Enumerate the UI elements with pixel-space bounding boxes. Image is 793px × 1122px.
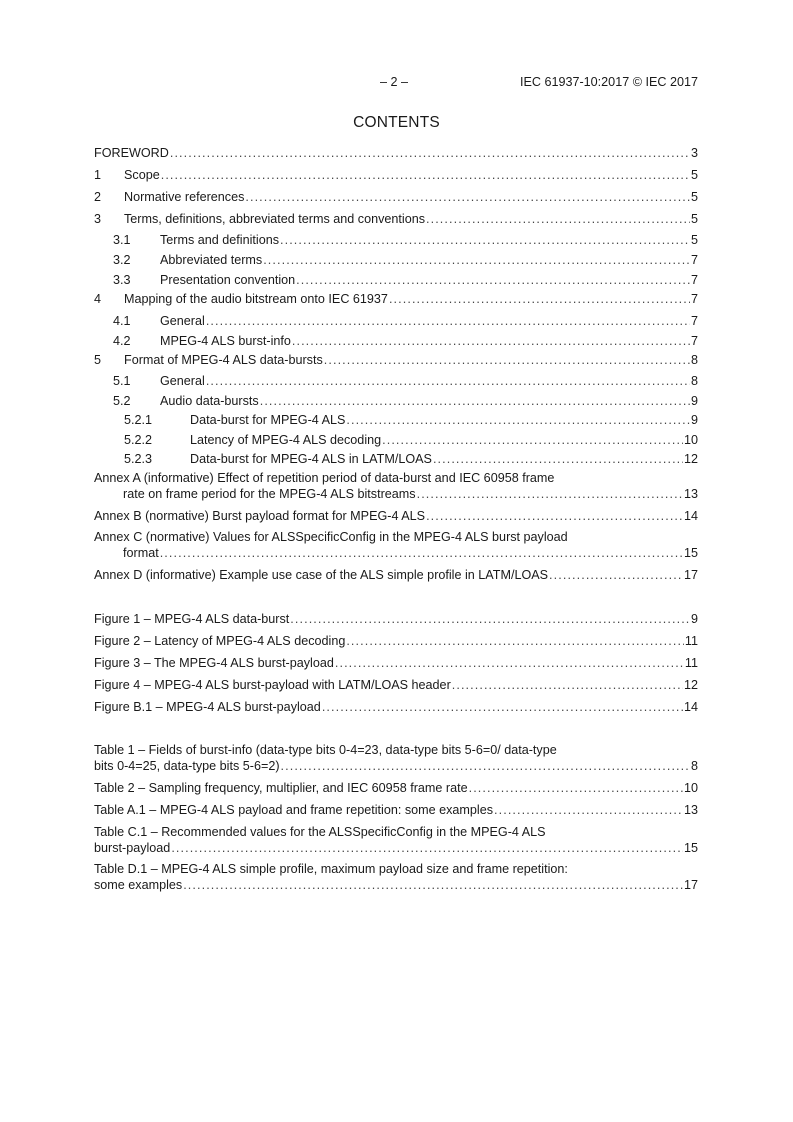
toc-entry-3-2[interactable]: 3.2 Abbreviated terms ..... 7 [94, 252, 698, 268]
toc-entry-table-2[interactable]: Table 2 – Sampling frequency, multiplier, and IEC 60958 frame rate ..... 10 [94, 780, 698, 796]
toc-entry-4-2[interactable]: 4.2 MPEG-4 ALS burst-info ..... 7 [94, 333, 698, 349]
toc-entry-annex-c[interactable]: format ..... 15 [94, 545, 698, 561]
toc-entry-5-2-3[interactable]: 5.2.3 Data-burst for MPEG-4 ALS in LATM/LOAS ..... 12 [94, 451, 698, 467]
toc-entry-foreword[interactable]: FOREWORD ..... 3 [94, 145, 698, 161]
toc-entry-annex-b[interactable]: Annex B (normative) Burst payload format for MPEG-4 ALS ..... 14 [94, 508, 698, 524]
annex-c-line1: Annex C (normative) Values for ALSSpecificConfig in the MPEG-4 ALS burst payload [94, 530, 568, 544]
toc-entry-figure-2[interactable]: Figure 2 – Latency of MPEG-4 ALS decoding ..... 11 [94, 633, 698, 649]
toc-entry-3-3[interactable]: 3.3 Presentation convention ..... 7 [94, 272, 698, 288]
toc-entry-5-1[interactable]: 5.1 General ..... 8 [94, 373, 698, 389]
toc-entry-3-1[interactable]: 3.1 Terms and definitions ..... 5 [94, 232, 698, 248]
table-d1-line1: Table D.1 – MPEG-4 ALS simple profile, maximum payload size and frame repetition: [94, 862, 568, 876]
toc-entry-annex-d[interactable]: Annex D (informative) Example use case of the ALS simple profile in LATM/LOAS ..... 17 [94, 567, 698, 583]
toc-entry-table-c1[interactable]: burst-payload ..... 15 [94, 840, 698, 856]
toc-entry-1[interactable]: 1 Scope ..... 5 [94, 167, 698, 183]
toc-entry-annex-a[interactable]: rate on frame period for the MPEG-4 ALS bitstreams ..... 13 [94, 486, 698, 502]
contents-title: CONTENTS [353, 114, 440, 131]
toc-entry-5[interactable]: 5 Format of MPEG-4 ALS data-bursts ..... 8 [94, 352, 698, 368]
page-number: – 2 – [380, 75, 409, 89]
annex-a-line1: Annex A (informative) Effect of repetition period of data-burst and IEC 60958 frame [94, 471, 555, 485]
toc-entry-table-1[interactable]: bits 0-4=25, data-type bits 5-6=2) ..... 8 [94, 758, 698, 774]
table-c1-line1: Table C.1 – Recommended values for the ALSSpecificConfig in the MPEG-4 ALS [94, 825, 546, 839]
toc-entry-4-1[interactable]: 4.1 General ..... 7 [94, 313, 698, 329]
toc-entry-4[interactable]: 4 Mapping of the audio bitstream onto IEC 61937 ..... 7 [94, 291, 698, 307]
toc-entry-figure-1[interactable]: Figure 1 – MPEG-4 ALS data-burst ..... 9 [94, 611, 698, 627]
toc-entry-5-2-1[interactable]: 5.2.1 Data-burst for MPEG-4 ALS ..... 9 [94, 412, 698, 428]
toc-entry-table-d1[interactable]: some examples ..... 17 [94, 877, 698, 893]
toc-entry-5-2-2[interactable]: 5.2.2 Latency of MPEG-4 ALS decoding ..... 10 [94, 432, 698, 448]
toc-entry-figure-4[interactable]: Figure 4 – MPEG-4 ALS burst-payload with LATM/LOAS header ..... 12 [94, 677, 698, 693]
toc-entry-5-2[interactable]: 5.2 Audio data-bursts ..... 9 [94, 393, 698, 409]
document-id: IEC 61937-10:2017 © IEC 2017 [519, 75, 698, 89]
toc-entry-figure-b1[interactable]: Figure B.1 – MPEG-4 ALS burst-payload ..... 14 [94, 699, 698, 715]
toc-entry-figure-3[interactable]: Figure 3 – The MPEG-4 ALS burst-payload ..... 11 [94, 655, 698, 671]
toc-entry-3[interactable]: 3 Terms, definitions, abbreviated terms and conventions ..... 5 [94, 211, 698, 227]
table-1-line1: Table 1 – Fields of burst-info (data-type bits 0-4=23, data-type bits 5-6=0/ data-type [94, 743, 557, 757]
toc-entry-table-a1[interactable]: Table A.1 – MPEG-4 ALS payload and frame repetition: some examples ..... 13 [94, 802, 698, 818]
toc-entry-2[interactable]: 2 Normative references ..... 5 [94, 189, 698, 205]
